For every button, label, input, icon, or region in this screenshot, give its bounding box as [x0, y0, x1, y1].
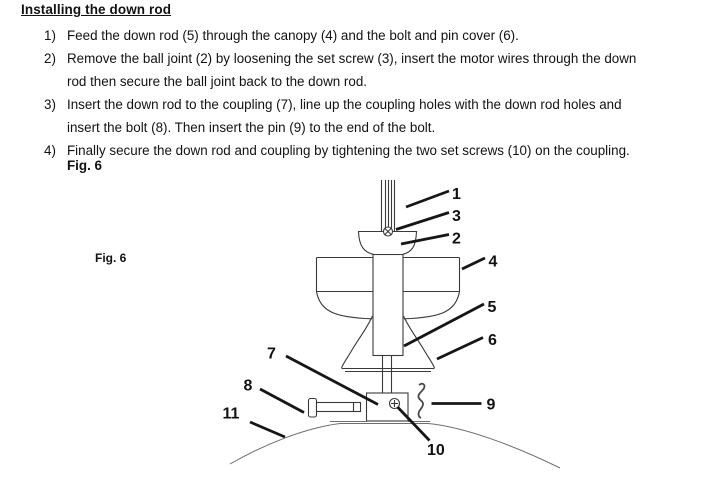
part-labels [223, 186, 498, 459]
label-3: 3 [452, 208, 461, 225]
step-text: Remove the ball joint (2) by loosening the set screw (3), insert the motor wires through the down rod then secure the ball joint back to the down rod. [67, 51, 637, 89]
label-6: 6 [488, 332, 497, 349]
step-number: 1) [44, 28, 56, 43]
step-number: 4) [44, 143, 56, 158]
figure-caption: Fig. 6 [67, 158, 102, 173]
label-11: 11 [222, 405, 240, 423]
label-9: 9 [486, 396, 496, 414]
figure-side-caption: Fig. 6 [95, 251, 127, 265]
label-2: 2 [452, 230, 461, 248]
step-number: 2) [44, 51, 56, 66]
label-7: 7 [267, 345, 276, 363]
label-10: 10 [427, 442, 445, 459]
pin-shape [418, 384, 424, 418]
label-4: 4 [488, 253, 498, 271]
motor-housing-shape [230, 422, 560, 469]
step-text: Finally secure the down rod and coupling by tightening the two set screws (10) on the coupling. [67, 143, 630, 158]
down-rod-shape [373, 255, 403, 394]
page-title: Installing the down rod [21, 2, 172, 17]
step-text: Insert the down rod to the coupling (7), line up the coupling holes with the down rod holes and insert the bolt (8). Then insert the pin (9) to the end of the bolt. [67, 97, 622, 135]
coupling-shape [367, 393, 409, 421]
label-8: 8 [243, 377, 253, 395]
motor-wires-shape [382, 180, 395, 231]
label-5: 5 [487, 299, 497, 316]
step-number: 3) [44, 97, 56, 112]
bolt-shape [309, 399, 361, 418]
step-text: Feed the down rod (5) through the canopy (4) and the bolt and pin cover (6). [67, 28, 519, 43]
ball-joint-shape [359, 227, 417, 255]
label-1: 1 [452, 186, 461, 203]
